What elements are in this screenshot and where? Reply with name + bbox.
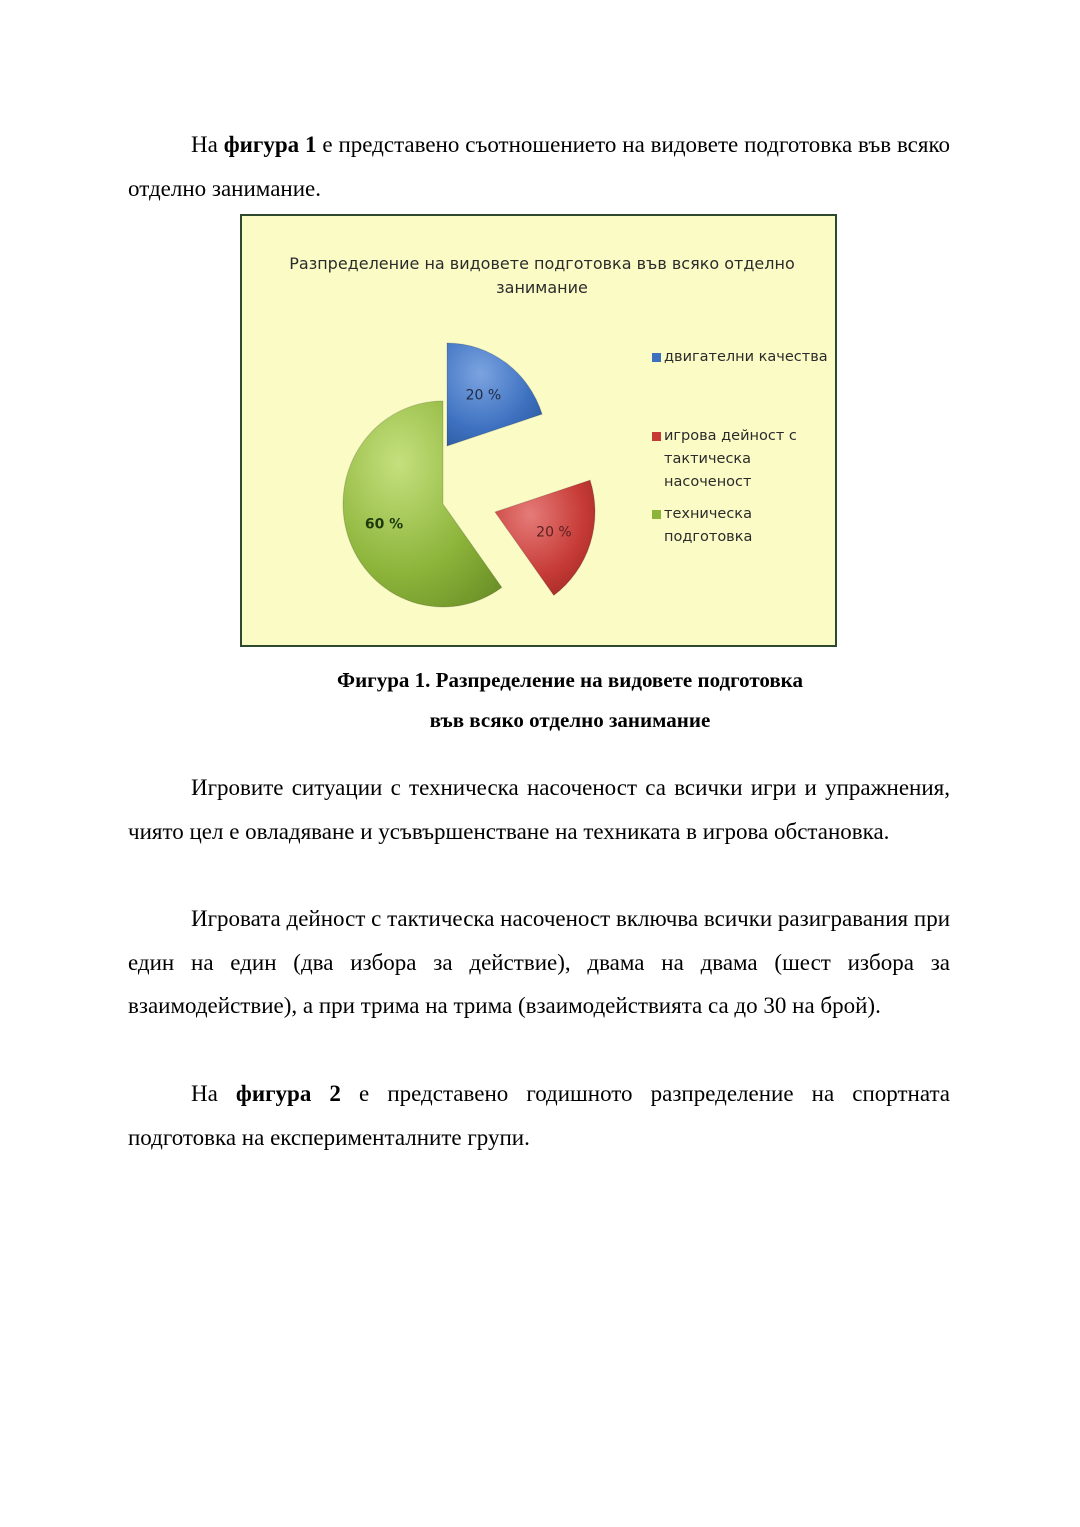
pie-data-label: 20 %: [536, 524, 572, 541]
paragraph-prefix: На: [191, 132, 224, 157]
figure-reference: фигура 1: [223, 132, 317, 157]
figure-caption: [200, 660, 940, 740]
legend-swatch: [652, 432, 661, 441]
paragraph-text: Игровата дейност с тактическа насоченост включва всички разигравания при един на един (два избора за действие), двама на двама (шест избора за взаимодействие), а при трима на трима (взаимодействията са до 30 на брой).: [128, 906, 950, 1018]
paragraph-text: е представено съотношението на видовете подготовка във всяко отделно занимание.: [128, 132, 950, 201]
paragraph-prefix: На: [191, 1081, 236, 1106]
paragraph-text: Игровите ситуации с техническа насоченост са всички игри и упражнения, чиято цел е овладяване и усъвършенстване на техниката в игрова обстановка.: [128, 775, 950, 844]
caption-line-2: във всяко отделно занимание: [429, 708, 711, 732]
legend-label: двигателни качества: [664, 349, 828, 365]
legend-swatch: [652, 510, 661, 519]
paragraph-text: е представено годишното разпределение на спортната подготовка на експерименталните групи.: [128, 1081, 950, 1150]
chart-title: Разпределение на видовете подготовка във всяко отделно занимание: [289, 254, 795, 297]
figure-reference: фигура 2: [235, 1081, 341, 1106]
legend-swatch: [652, 353, 661, 362]
pie-chart: [240, 214, 837, 647]
legend-item-tactical-play: [652, 425, 832, 494]
pie-data-label: 60 %: [364, 516, 404, 533]
caption-line-1: Фигура 1. Разпределение на видовете подготовка: [337, 668, 803, 692]
paragraph-intro-figure1: [128, 123, 950, 210]
paragraph-intro-figure2: [128, 1072, 950, 1159]
paragraph-technical-situations: [128, 766, 950, 853]
paragraph-tactical-activity: [128, 897, 950, 1028]
pie-data-label: 20 %: [465, 387, 502, 404]
legend-label: игрова дейност с тактическа насоченост: [664, 428, 797, 490]
legend-label: техническа подготовка: [664, 506, 753, 545]
legend-item-motor-qualities: [652, 346, 832, 369]
legend-item-technical-training: [652, 503, 832, 549]
